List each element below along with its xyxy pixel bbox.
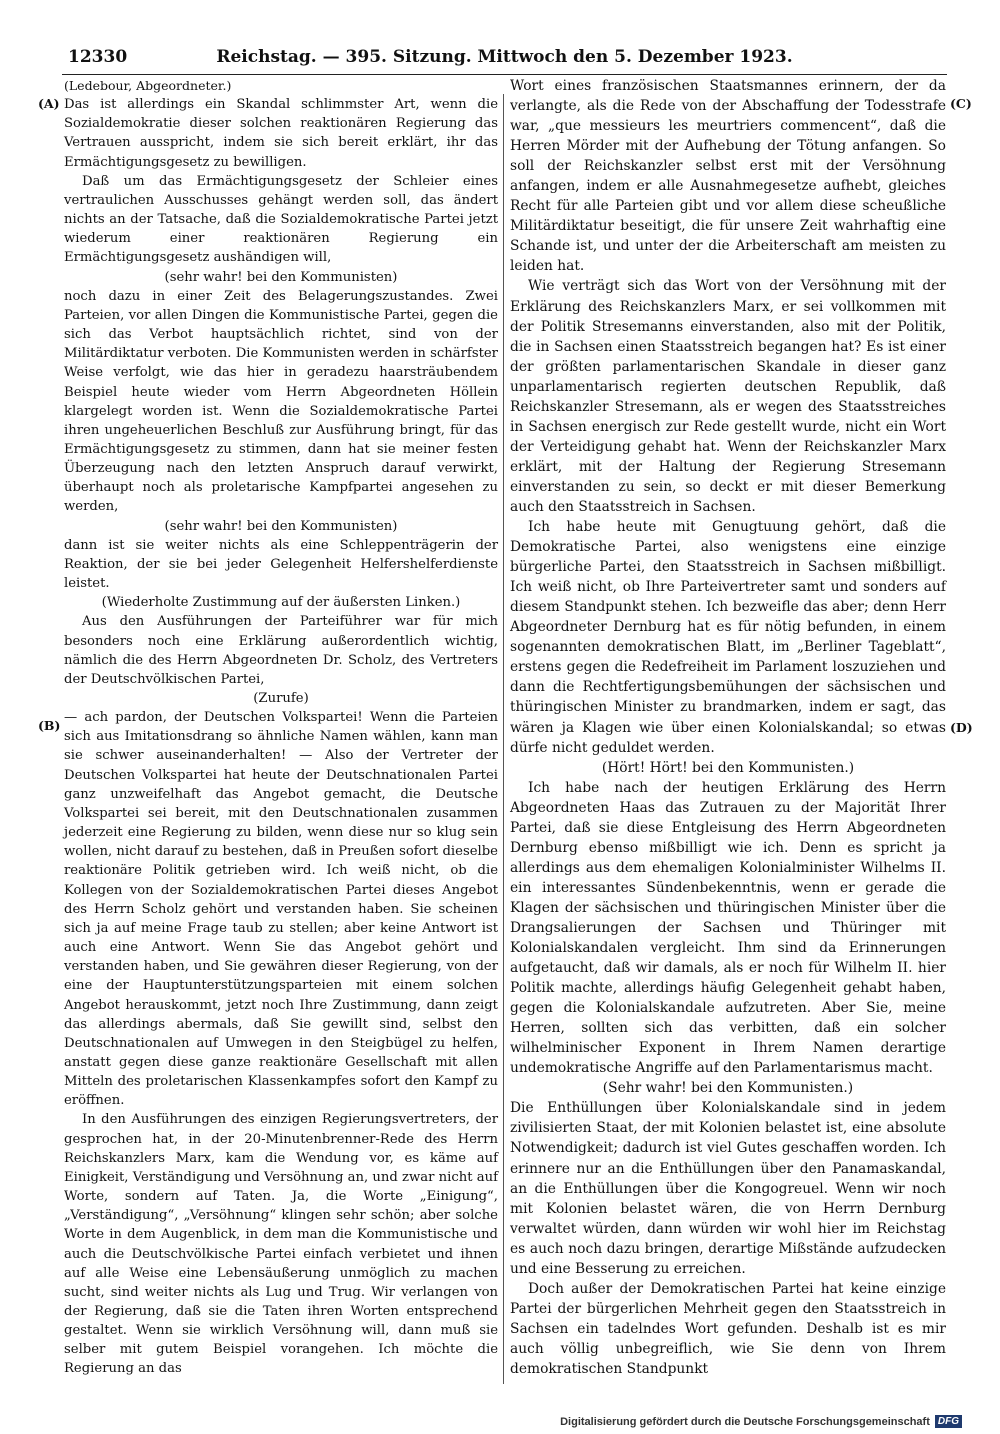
paragraph: Wort eines französischen Staatsmannes erinnern, der da verlangte, als die Rede von der Abschaffung der Todesstrafe war, „que messieurs les meurtriers commencent“, daß die Herren Mörder mit der Aufhebung der Tötung anfangen. So soll der Reichskanzler selbst erst mit der Versöhnung anfangen, indem er alle Ausnahmegesetze aufhebt, gleiches Recht für alle Parteien gibt und vor allem diese scheußliche Militärdiktatur beseitigt, die für unsere Zeit wahrhaftig eine Schande ist, und unter der die Arbeiterschaft am meisten zu leiden hat. <box>510 78 946 275</box>
running-title: Reichstag. — 395. Sitzung. Mittwoch den 5. Dezember 1923. <box>216 47 793 67</box>
interjection: (sehr wahr! bei den Kommunisten) <box>164 269 398 285</box>
paragraph: Aus den Ausführungen der Parteiführer war für mich besonders noch eine Erklärung außerordentlich wichtig, nämlich die des Herrn Abgeordneten Dr. Scholz, des Vertreters der Deutschvölkischen Partei, <box>64 614 498 687</box>
paragraph: — ach pardon, der Deutschen Volkspartei! Wenn die Parteien sich aus Imitationsdrang so ähnliche Namen wählen, kann man sie schwer auseinanderhalten! — Also der Vertreter der Deutschen Volkspartei hat heute der Deutschnationalen Partei ganz unzweifelhaft das Angebot gemacht, die Deutsche Volkspartei sei bereit, mit den Deutschnationalen zusammen jederzeit eine Regierung zu bilden, wenn diese nur so klug sein wollen, nicht darauf zu bestehen, daß in Preußen sofort dieselbe reaktionäre Politik getrieben wird. Ich weiß nicht, ob die Kollegen von der Sozialdemokratischen Partei dieses Angebot des Herrn Scholz gehört und verstanden haben. Sie scheinen sich ja auf meine Frage taub zu stellen; aber keine Antwort ist auch eine Antwort. Wenn Sie das Angebot gehört und verstanden haben, und Sie gewähren dieser Regierung, von der eine der Hauptunterstützungsparteien mit einem solchen Angebot herauskommt, jetzt noch Ihre Zustimmung, dann zeigt das allerdings abermals, daß Sie gewillt sind, selbst den Deutschnationalen auf Umwegen in den Steigbügel zu helfen, anstatt gegen diese ganze reaktionäre Gesellschaft mit allen Mitteln des proletarischen Klassenkampfes sofort den Kampf zu eröffnen. <box>64 710 498 1109</box>
margin-marker-c: (C) <box>950 96 972 111</box>
footer <box>560 1415 962 1428</box>
interjection: (sehr wahr! bei den Kommunisten) <box>164 518 398 534</box>
margin-marker-b: (B) <box>38 718 61 733</box>
paragraph: Wie verträgt sich das Wort von der Versöhnung mit der Erklärung des Reichskanzlers Marx, er sei vollkommen mit der Politik Stresemanns einverstanden, also mit der Politik, die in Sachsen einen Staatsstreich begangen hat? Es ist einer der größten parlamentarischen Skandale in dieser ganz unparlamentarisch regierten deutschen Republik, daß Reichskanzler Stresemann, als er wegen des Staatsstreiches in Sachsen energisch zur Rede gestellt wurde, nicht ein Wort der Verteidigung gehabt hat. Wenn der Reichskanzler Marx erklärt, mit der Haltung der Regierung Stresemann einverstanden zu sein, so deckt er mit dieser Bemerkung auch den Staatsstreich in Sachsen. <box>510 278 946 515</box>
paragraph: In den Ausführungen des einzigen Regierungsvertreters, der gesprochen hat, in der 20-Minutenbrenner-Rede des Herrn Reichskanzlers Marx, kam die Wendung vor, es käme auf Einigkeit, Verständigung und Versöhnung an, und zwar nicht auf Worte, sondern auf Taten. Ja, die Worte „Einigung“, „Verständigung“, „Versöhnung“ klingen sehr schön; aber solche Worte in dem Augenblick, in dem man die Kommunistische und auch die Deutschvölkische Partei einfach verbietet und ihnen auf alle Weise eine Lebensäußerung unmöglich zu machen sucht, sind weiter nichts als Lug und Trug. Wir verlangen von der Regierung, daß sie die Taten ihren Worten entsprechend gestaltet. Wenn sie wirklich Versöhnung will, dann muß sie selber mit gutem Beispiel vorangehen. Ich möchte die Regierung an das <box>64 1112 498 1377</box>
page-number: 12330 <box>68 47 128 67</box>
footer-text: Digitalisierung gefördert durch die Deutsche Forschungsgemeinschaft <box>560 1415 930 1428</box>
margin-marker-d: (D) <box>950 720 973 735</box>
left-column <box>64 76 498 1379</box>
paragraph: noch dazu in einer Zeit des Belagerungszustandes. Zwei Parteien, vor allen Dingen die Kommunistische Partei, gegen die sich das Verbot hauptsächlich richtet, sind von der Militärdiktatur verboten. Die Kommunisten werden in schärfster Weise verfolgt, wie das hier in geradezu haarsträubendem Beispiel heute wieder vom Herrn Abgeordneten Höllein klargelegt worden ist. Wenn die Sozialdemokratische Partei ihren ungeheuerlichen Beschluß zur Ausführung bringt, für das Ermächtigungsgesetz zu stimmen, dann hat sie meiner festen Überzeugung nach den letzten Anspruch darauf verwirkt, überhaupt noch als proletarische Kampfpartei angesehen zu werden, <box>64 288 498 515</box>
paragraph: Das ist allerdings ein Skandal schlimmster Art, wenn die Sozialdemokratie dieser solchen reaktionären Regierung das Vertrauen ausspricht, indem sie sich bereit erklärt, ihr das Ermächtigungsgesetz zu bewilligen. <box>64 97 498 170</box>
interjection: (Wiederholte Zustimmung auf der äußersten Linken.) <box>101 595 461 611</box>
interjection: (Zurufe) <box>253 691 309 706</box>
paragraph: Daß um das Ermächtigungsgesetz der Schleier eines vertraulichen Ausschusses gehängt werden soll, das ändert nichts an der Tatsache, daß die Sozialdemokratische Partei jetzt wiederum einer reaktionären Regierung ein Ermächtigungsgesetz aushändigen will, <box>64 173 498 266</box>
interjection: (Sehr wahr! bei den Kommunisten.) <box>602 1080 854 1097</box>
right-column <box>510 76 946 1379</box>
paragraph: Die Enthüllungen über Kolonialskandale sind in jedem zivilisierten Staat, der mit Kolonien belastet ist, eine absolute Notwendigkeit; dadurch ist viel Gutes geschaffen worden. Ich erinnere nur an die Enthüllungen über den Panamaskandal, an die Enthüllungen über die Kongogreuel. Wenn wir noch mit Kolonien belastet wären, die von Herrn Dernburg verwaltet würden, dann würden wir wohl hier im Reichstag es auch noch dazu bringen, derartige Mißstände aufzudecken und eine Besserung zu erreichen. <box>510 1100 946 1277</box>
column-divider <box>503 94 504 1384</box>
running-header <box>62 44 947 75</box>
paragraph: dann ist sie weiter nichts als eine Schleppenträgerin der Reaktion, der sie bei jeder Gelegenheit Helfershelferdienste leistet. <box>64 537 498 592</box>
paragraph: Ich habe nach der heutigen Erklärung des Herrn Abgeordneten Haas das Zutrauen zu der Majorität Ihrer Partei, daß sie diese Entgleisung des Herrn Abgeordneten Dernburg ebenso mißbilligt wie ich. Denn es spricht ja allerdings aus dem ehemaligen Kolonialminister Wilhelms II. ein interessantes Sündenbekenntnis, wenn er gerade die Klagen der sächsischen und thüringischen Minister über die Drangsalierungen der Sachsen und Thüringer mit Kolonialskandalen vergleicht. Ihm sind da Erinnerungen aufgetaucht, daß wir damals, als er noch für Wilhelm II. hier Politik machte, allerdings häufig Gelegenheit gehabt haben, gegen die Kolonialskandale aufzutreten. Aber Sie, meine Herren, sollten sich das verbitten, daß ein solcher wilhelminischer Exponent in Ihrem Namen derartige undemokratische Angriffe auf den Parlamentarismus macht. <box>510 779 946 1077</box>
dfg-logo: DFG <box>935 1415 962 1428</box>
paragraph: Doch außer der Demokratischen Partei hat keine einzige Partei der bürgerlichen Mehrheit gegen den Staatsstreich in Sachsen ein tadelndes Wort gefunden. Deshalb ist es mir auch völlig unbegreiflich, wie Sie denn von Ihrem demokratischen Standpunkt <box>510 1280 946 1377</box>
margin-marker-a: (A) <box>38 96 60 111</box>
paragraph: Ich habe heute mit Genugtuung gehört, daß die Demokratische Partei, also wenigstens eine einzige bürgerliche Partei, den Staatsstreich in Sachsen mißbilligt. Ich weiß nicht, ob Ihre Parteivertreter samt und sonders auf diesem Standpunkt stehen. Ich bezweifle das aber; denn Herr Abgeordneter Dernburg hat es für nötig befunden, in einem sogenannten demokratischen Blatt, im „Berliner Tageblatt“, erstens gegen die Redefreiheit im Parlament loszuziehen und dann die Rechtfertigungsbemühungen der sächsischen und thüringischen Minister zu brandmarken, indem er sagt, das wären ja Klagen wie über einen Kolonialskandal; so etwas dürfe nicht geduldet werden. <box>510 519 946 756</box>
interjection: (Hört! Hört! bei den Kommunisten.) <box>601 759 855 776</box>
speaker-label: (Ledebour, Abgeordneter.) <box>64 78 232 93</box>
